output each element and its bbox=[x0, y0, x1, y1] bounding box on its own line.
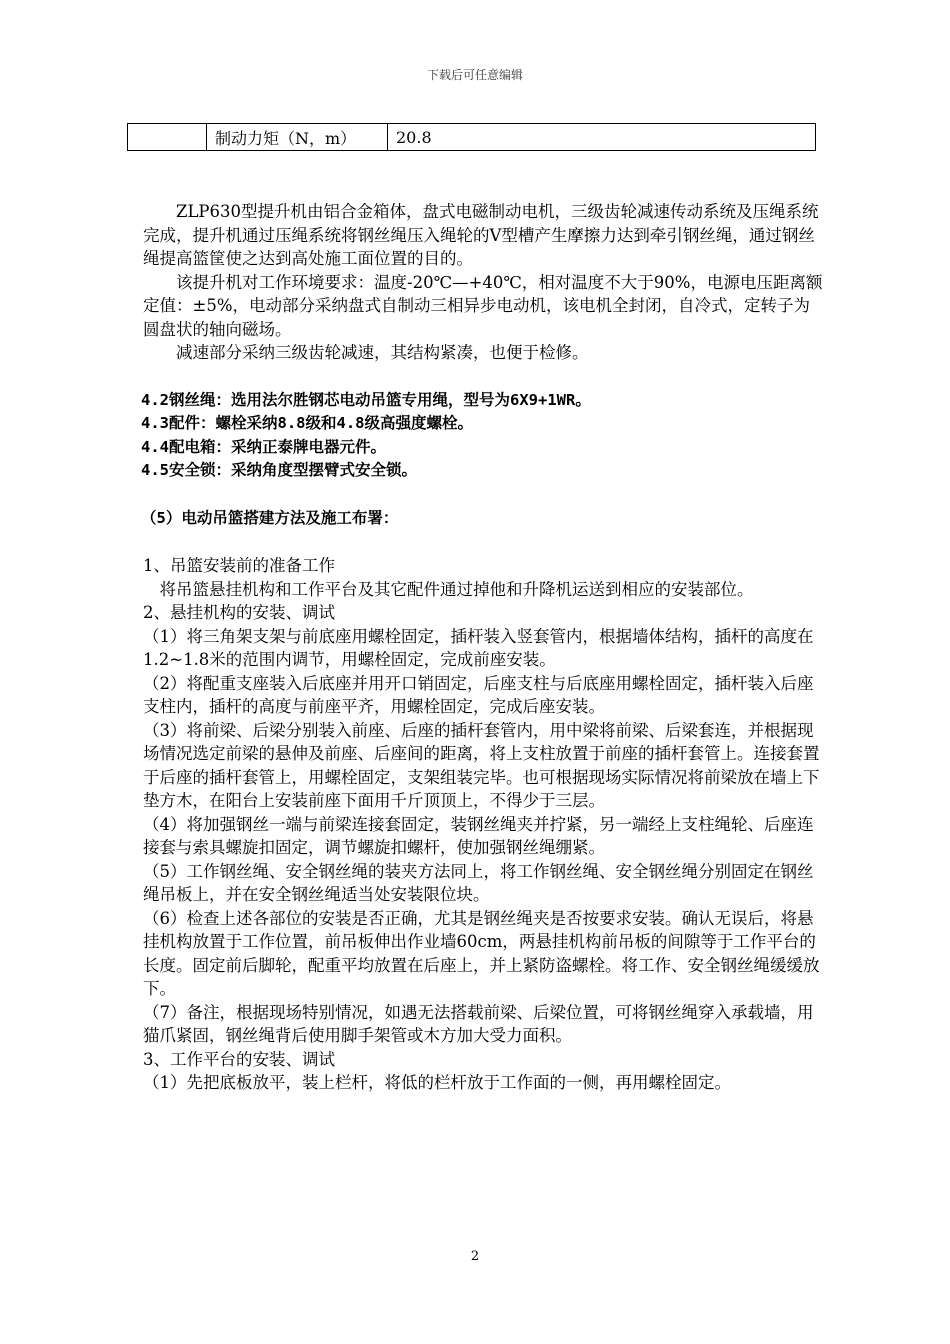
list-item: （4）将加强钢丝一端与前梁连接套固定，装钢丝绳夹并拧紧，另一端经上支柱绳轮、后座连接套与索具螺旋扣固定，调节螺旋扣螺杆，使加强钢丝绳绷紧。 bbox=[143, 814, 814, 857]
spec-line: 4.4配电箱：采纳正泰牌电器元件。 bbox=[141, 437, 386, 456]
document-body bbox=[143, 200, 823, 1095]
paragraph: 减速部分采纳三级齿轮减速，其结构紧凑，也便于检修。 bbox=[176, 343, 589, 362]
list-item: （3）将前梁、后梁分别装入前座、后座的插杆套管内，用中梁将前梁、后梁套连，并根据现场情况选定前梁的悬伸及前座、后座间的距离，将上支柱放置于前座的插杆套管上。连接套置于后座的插杆套管上，用螺栓固定，支架组装完毕。也可根据现场实际情况将前梁放在墙上下垫方木，在阳台上安装前座下面用千斤顶顶上，不得少于三层。 bbox=[143, 720, 820, 810]
section-title: （5）电动吊篮搭建方法及施工布署： bbox=[141, 508, 399, 527]
list-item: （6）检查上述各部位的安装是否正确，尤其是钢丝绳夹是否按要求安装。确认无误后，将悬挂机构放置于工作位置，前吊板伸出作业墙60cm，两悬挂机构前吊板的间隙等于工作平台的长度。固定前后脚轮，配重平均放置在后座上，并上紧防盗螺栓。将工作、安全钢丝绳缓缓放下。 bbox=[143, 908, 820, 998]
table-cell-empty bbox=[128, 124, 207, 151]
paragraph: 该提升机对工作环境要求：温度-20℃—+40℃，相对温度不大于90%，电源电压距离额定值：±5%，电动部分采纳盘式自制动三相异步电动机，该电机全封闭，自冷式，定转子为圆盘状的轴向磁场。 bbox=[143, 272, 823, 339]
list-item: （1）先把底板放平，装上栏杆，将低的栏杆放于工作面的一侧，再用螺栓固定。 bbox=[143, 1073, 731, 1092]
list-item: （1）将三角架支架与前底座用螺栓固定，插杆装入竖套管内，根据墙体结构，插杆的高度在1.2~1.8米的范围内调节，用螺栓固定，完成前座安装。 bbox=[143, 626, 814, 669]
list-item: （5）工作钢丝绳、安全钢丝绳的装夹方法同上，将工作钢丝绳、安全钢丝绳分别固定在钢丝绳吊板上，并在安全钢丝绳适当处安装限位块。 bbox=[143, 861, 814, 904]
page-number: 2 bbox=[470, 1249, 480, 1264]
list-item: （7）备注，根据现场特别情况，如遇无法搭载前梁、后梁位置，可将钢丝绳穿入承载墙，用猫爪紧固，钢丝绳背后使用脚手架管或木方加大受力面积。 bbox=[143, 1002, 814, 1045]
paragraph: 将吊篮悬挂机构和工作平台及其它配件通过掉他和升降机运送到相应的安装部位。 bbox=[159, 579, 754, 599]
spec-line: 4.2钢丝绳：选用法尔胜钢芯电动吊篮专用绳，型号为6X9+1WR。 bbox=[141, 390, 591, 409]
subsection-title: 2、悬挂机构的安装、调试 bbox=[143, 603, 335, 622]
page-header: 下载后可任意编辑 bbox=[426, 68, 523, 82]
list-item: （2）将配重支座装入后底座并用开口销固定，后座支柱与后底座用螺栓固定，插杆装入后座支柱内，插杆的高度与前座平齐，用螺栓固定，完成后座安装。 bbox=[143, 673, 814, 716]
spec-table bbox=[127, 123, 816, 151]
spec-line: 4.3配件：螺栓采纳8.8级和4.8级高强度螺栓。 bbox=[141, 414, 473, 432]
table-row bbox=[128, 124, 816, 151]
table-cell-value: 20.8 bbox=[388, 124, 816, 151]
subsection-title: 3、工作平台的安装、调试 bbox=[143, 1049, 335, 1069]
subsection-title: 1、吊篮安装前的准备工作 bbox=[143, 556, 335, 575]
spec-line: 4.5安全锁：采纳角度型摆臂式安全锁。 bbox=[141, 461, 417, 479]
table-cell-label: 制动力矩（N，m） bbox=[207, 124, 388, 151]
paragraph: ZLP630型提升机由铝合金箱体，盘式电磁制动电机，三级齿轮减速传动系统及压绳系统完成，提升机通过压绳系统将钢丝绳压入绳轮的V型槽产生摩擦力达到牵引钢丝绳，通过钢丝绳提高篮筐使之达到高处施工面位置的目的。 bbox=[143, 202, 819, 268]
